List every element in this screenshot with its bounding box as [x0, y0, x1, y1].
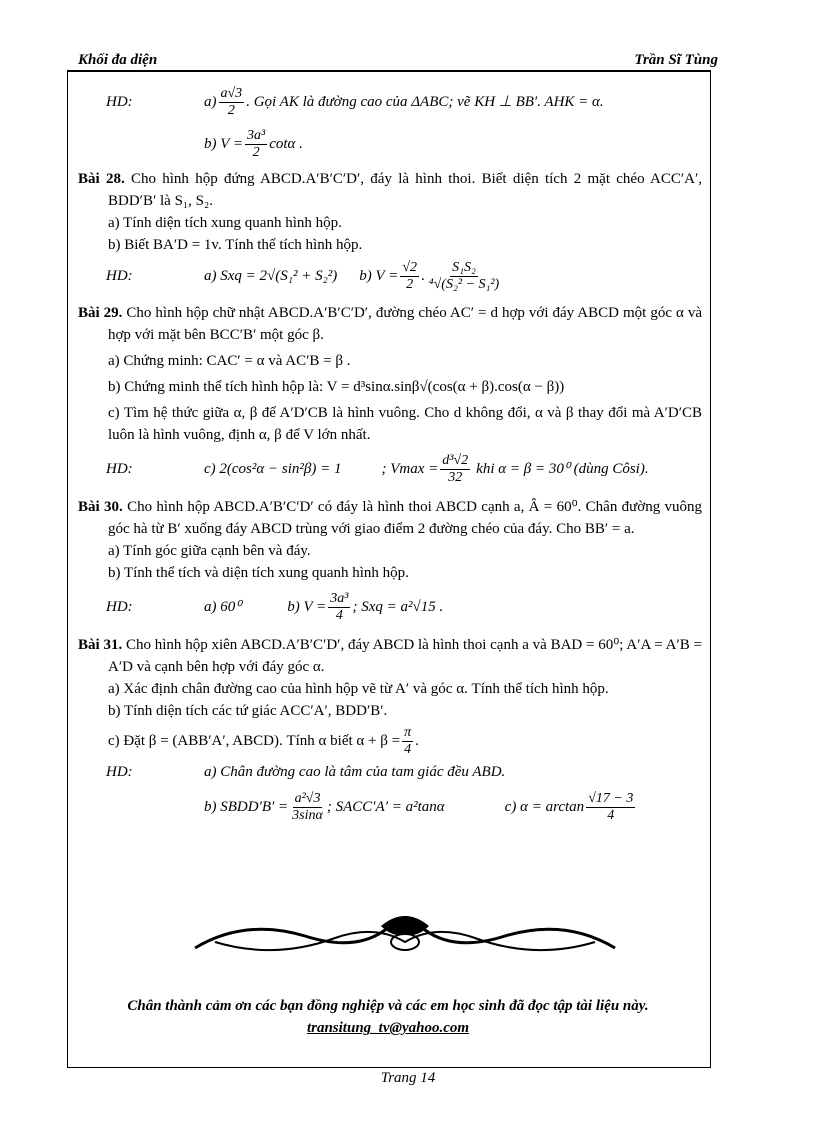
footer-thanks: Chân thành cảm ơn các bạn đồng nghiệp và các em học sinh đã đọc tập tài liệu này. [127, 998, 649, 1014]
document-content [78, 82, 702, 830]
bai29-hd: HD: c) 2(cos²α − sin²β) = 1 ; Vmax = $\frac{\text{d³√2}}{32}$ khi α = β = 30⁰ (dùng Côsi). [106, 452, 649, 485]
bai31-statement: Bài 31. Cho hình hộp xiên ABCD.A′B′C′D′, đáy ABCD là hình thoi cạnh a và BAD = 60⁰; A′A = A′B = A′D và cạnh bên hợp với đáy góc α. [78, 637, 703, 675]
bai29-statement: Bài 29. Cho hình hộp chữ nhật ABCD.A′B′C′D′, đường chéo AC′ = d hợp với đáy ABCD một góc α và hợp với mặt bên BCC′B′ một góc β. [78, 305, 702, 343]
bai30-a: a) Tính góc giữa cạnh bên và đáy. [108, 543, 311, 559]
bai29-a: a) Chứng minh: CAC′ = α và AC′B = β . [108, 353, 351, 369]
intro-hd-b: b) V = $\frac{\text{3a³}}{2}$ cotα . [204, 127, 303, 160]
bai31-a: a) Xác định chân đường cao của hình hộp vẽ từ A′ và góc α. Tính thể tích hình hộp. [108, 681, 609, 697]
bai31-hd-a: HD: a) Chân đường cao là tâm của tam giác đều ABD. [106, 764, 506, 780]
fraction: $\frac{\text{3a³}}{4}$ [330, 590, 349, 623]
fraction: $\frac{a√3}{2}$ [220, 85, 243, 118]
bai31-c: c) Đặt β = (ABB′A′, ABCD). Tính α biết α + β = $\frac{\pi}{4}$ . [108, 724, 419, 757]
bai28-statement: Bài 28. Cho hình hộp đứng ABCD.A′B′C′D′, đáy là hình thoi. Biết diện tích 2 mặt chéo ACC′A′, BDD′B′ là S₁, S₂. [78, 171, 703, 209]
fraction: $\frac{√2}{2}$ [402, 259, 417, 292]
bai28-a: a) Tính diện tích xung quanh hình hộp. [108, 215, 342, 231]
hd-label: HD: [106, 94, 133, 110]
header-right: Trần Sĩ Tùng [634, 52, 718, 68]
bai30-hd: HD: a) 60⁰ b) V = $\frac{\text{3a³}}{4}$ ; Sxq = a²√15 . [106, 590, 444, 623]
fraction: $\frac{\text{d³√2}}{32}$ [442, 452, 469, 485]
bai28-b: b) Biết BA′D = 1v. Tính thể tích hình hộp. [108, 237, 363, 253]
fraction: $\frac{\text{S₁S₂}}{\text{⁴√(S₂² − S₁²)}}$ [428, 259, 500, 292]
fraction: $\frac{√17 - 3}{4}$ [588, 790, 634, 823]
intro-hd-a: HD: a) $\frac{a√3}{2}$ . Gọi AK là đường cao của ΔABC; vẽ KH ⊥ BB′. AHK = α. [78, 82, 702, 122]
page-number: Trang 14 [380, 1070, 436, 1086]
bai30-b: b) Tính thể tích và diện tích xung quanh hình hộp. [108, 565, 409, 581]
bai29-c: c) Tìm hệ thức giữa α, β để A′D′CB là hình vuông. Cho d không đổi, α và β thay đổi mà A′D′CB luôn là hình vuông, định α, β để V lớn nhất. [108, 405, 702, 443]
fraction: $\frac{\pi}{4}$ [404, 724, 412, 757]
fraction: $\frac{\text{3a³}}{2}$ [247, 127, 266, 160]
header-left: Khối đa diện [78, 52, 158, 68]
bai28-hd: HD: a) Sxq = 2√(S₁² + S₂²) b) V = $\frac{√2}{2}$ . $\frac{\text{S₁S₂}}{\text{⁴√(S₂² − S₁²)}}$ [106, 259, 500, 292]
bai30-statement: Bài 30. Cho hình hộp ABCD.A′B′C′D′ có đáy là hình thoi ABCD cạnh a, Â = 60⁰. Chân đường vuông góc hà từ B′ xuống đáy ABCD trùng với giao điểm 2 đường chéo của đáy. Cho BB′ = a. [78, 499, 703, 537]
footer-email-link[interactable]: transitung_tv@yahoo.com [306, 1020, 470, 1036]
bai29-b: b) Chứng minh thể tích hình hộp là: V = d³sinα.sinβ√(cos(α + β).cos(α − β)) [108, 379, 565, 395]
fraction: $\frac{\text{a²√3}}{3\sin\alpha}$ [292, 790, 323, 823]
bai31-hd-b: b) SBDD′B′ = $\frac{\text{a²√3}}{3\sin\alpha}$ ; SACC′A′ = a²tanα c) α = arctan $\frac{√17 - 3}{4}$ [204, 790, 634, 823]
bai31-b: b) Tính diện tích các tứ giác ACC′A′, BDD′B′. [108, 703, 388, 719]
decorative-ornament-icon [185, 908, 625, 964]
